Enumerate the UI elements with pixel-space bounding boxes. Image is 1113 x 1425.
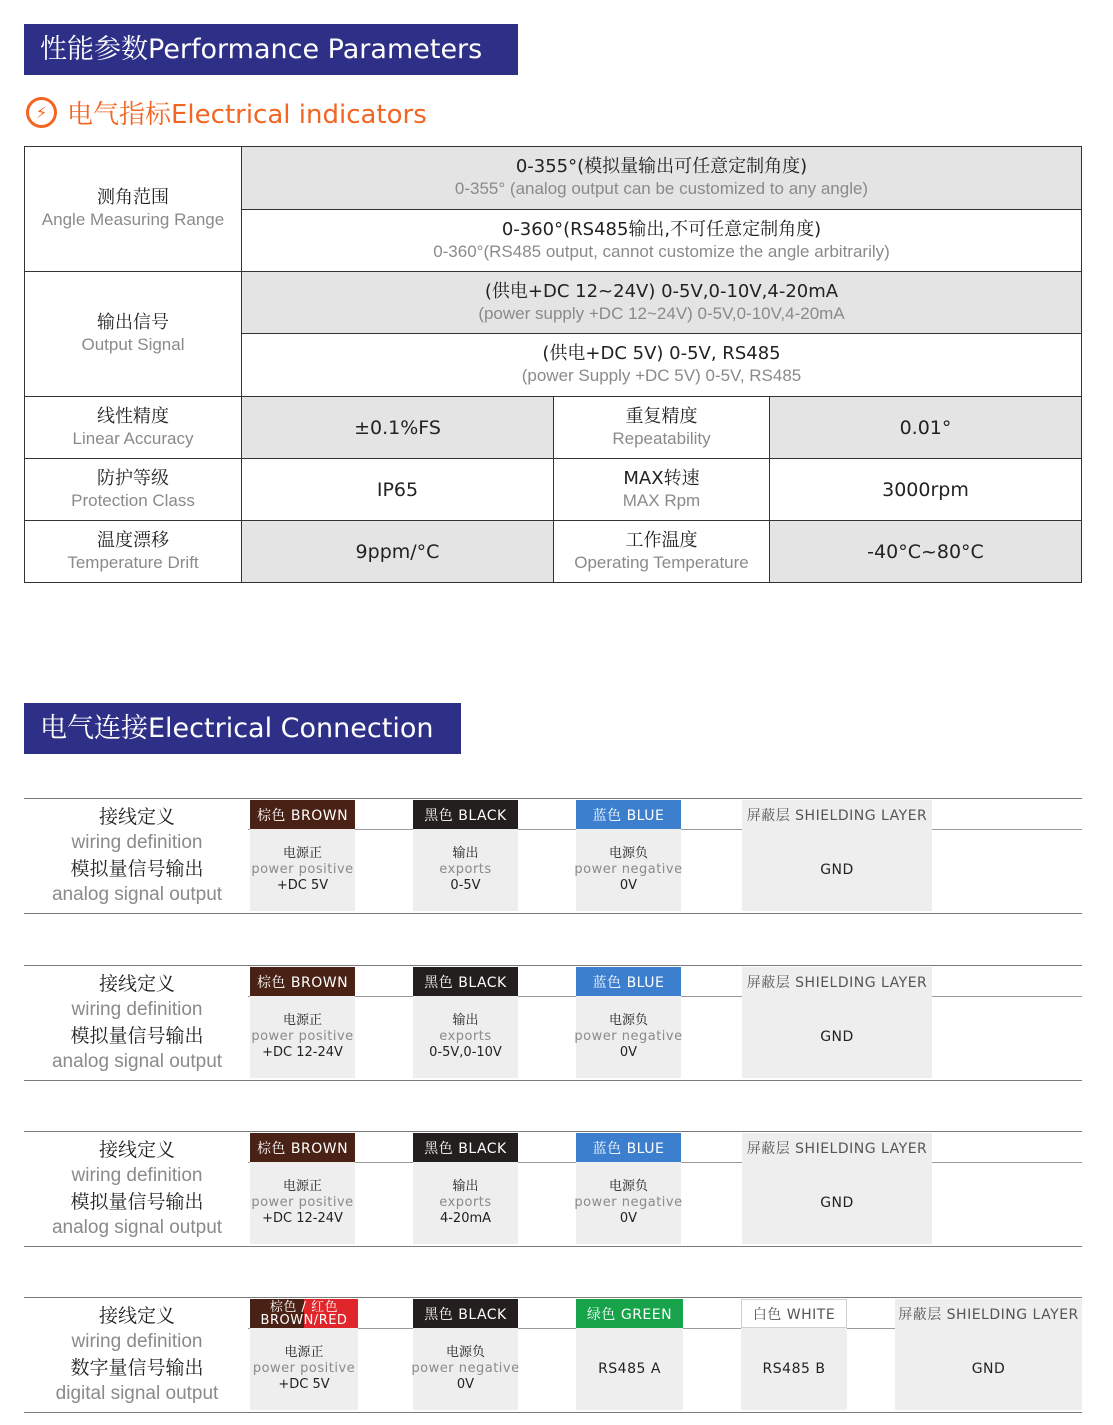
angle-range-label-en: Angle Measuring Range [41,210,225,229]
linear-accuracy-value [242,397,553,458]
blue-wire-function [576,996,681,1078]
shielding-function [742,1162,932,1244]
function-value: GND [820,1195,854,1211]
shielding-layer-chip: 屏蔽层 SHIELDING LAYER [742,1133,932,1162]
temperature-drift-label-en: Temperature Drift [67,552,199,572]
wiring-block [24,798,1082,914]
signal-type-zh: 模拟量信号输出 [70,1025,204,1047]
function-zh: 输出 [452,1179,479,1194]
angle-range-rs485 [242,210,1081,271]
linear-accuracy-label [25,397,241,458]
angle-range-analog-zh: 0-355°(模拟量输出可任意定制角度) [515,156,808,177]
linear-accuracy-label-zh: 线性精度 [97,405,169,427]
function-zh: 电源正 [282,1179,322,1194]
function-value: 0V [619,1045,638,1060]
angle-range-analog [242,147,1081,209]
max-rpm-label-en: MAX Rpm [622,490,701,510]
wiring-definition-zh: 接线定义 [98,1305,175,1327]
function-zh: 电源负 [445,1345,485,1360]
function-zh: 电源负 [608,846,648,861]
function-en: power positive [251,862,354,877]
function-value: RS485 B [762,1361,826,1377]
brown-red-wire-chip-en: BROWN/RED [260,1312,348,1328]
angle-range-rs485-en: 0-360°(RS485 output, cannot customize the angle arbitrarily) [433,241,890,261]
signal-type-en: analog signal output [51,1051,223,1072]
repeatability-value-text: 0.01° [899,416,952,439]
function-en: power negative [574,1029,683,1044]
wiring-block [24,965,1082,1081]
repeatability-label-zh: 重复精度 [625,405,698,427]
function-en: power positive [251,1195,354,1210]
signal-type-zh: 模拟量信号输出 [70,1191,204,1213]
wiring-definition-zh: 接线定义 [98,1139,175,1161]
output-signal-5v [242,334,1081,396]
black-wire-function [413,829,518,911]
function-zh: 电源正 [282,1013,322,1028]
white-wire-function [741,1328,847,1410]
angle-range-label-zh: 测角范围 [97,187,169,208]
output-signal-12-24v [242,272,1081,333]
brown-red-wire-chip-zh: 棕色 / 红色 [269,1299,339,1315]
function-zh: 输出 [452,846,479,861]
function-value: +DC 5V [278,1377,330,1392]
shielding-layer-chip: 屏蔽层 SHIELDING LAYER [895,1299,1082,1328]
protection-class-value [242,459,553,520]
table-divider [25,520,1081,521]
table-divider [25,271,1081,272]
table-divider [241,333,1081,334]
signal-type-en: digital signal output [55,1383,219,1404]
wiring-definition-en: wiring definition [71,832,203,853]
temperature-drift-value [242,521,553,582]
function-value: 0V [456,1377,475,1392]
shielding-layer-chip: 屏蔽层 SHIELDING LAYER [742,967,932,996]
output-signal-5v-zh: (供电+DC 5V) 0-5V, RS485 [542,343,781,364]
black-wire-function [413,1162,518,1244]
lightning-bolt-icon: ⚡ [26,97,57,128]
function-value: +DC 12-24V [262,1045,343,1060]
table-divider [25,458,1081,459]
max-rpm-label-zh: MAX转速 [623,467,700,489]
function-en: exports [439,862,492,877]
signal-type-en: analog signal output [51,1217,223,1238]
black-wire-chip: 黑色 BLACK [413,967,518,996]
temperature-drift-value-text: 9ppm/°C [355,540,440,563]
black-wire-function [413,996,518,1078]
function-value: GND [971,1361,1006,1377]
green-wire-chip: 绿色 GREEN [576,1299,683,1328]
brown-wire-chip: 棕色 BROWN [250,967,355,996]
brown-red-wire-function [250,1328,358,1410]
operating-temperature-label-zh: 工作温度 [625,529,698,551]
protection-class-value-text: IP65 [376,478,419,501]
brown-wire-function [250,829,355,911]
temperature-drift-label-zh: 温度漂移 [97,529,169,551]
protection-class-label-zh: 防护等级 [97,467,169,489]
blue-wire-chip: 蓝色 BLUE [576,967,681,996]
wiring-definition-zh: 接线定义 [98,973,175,995]
performance-parameters-banner: 性能参数Performance Parameters [24,24,518,75]
function-zh: 电源负 [608,1179,648,1194]
function-value: 0V [619,878,638,893]
black-wire-chip: 黑色 BLACK [413,1299,518,1328]
brown-red-wire-chip [250,1299,358,1328]
function-value: 0V [619,1211,638,1226]
function-en: power negative [574,1195,683,1210]
function-value: 0-5V [450,878,481,893]
wiring-definition-en: wiring definition [71,1331,203,1352]
wiring-block [24,1131,1082,1247]
repeatability-label [554,397,769,458]
function-en: power positive [251,1029,354,1044]
output-signal-5v-en: (power Supply +DC 5V) 0-5V, RS485 [521,366,802,385]
function-value: GND [820,862,854,878]
angle-range-analog-en: 0-355° (analog output can be customized to any angle) [454,179,869,198]
shielding-function [742,996,932,1078]
protection-class-label-en: Protection Class [71,490,195,510]
linear-accuracy-value-text: ±0.1%FS [354,416,441,439]
function-value: +DC 12-24V [262,1211,343,1226]
wiring-label [24,804,250,908]
performance-table [24,146,1082,583]
function-zh: 输出 [452,1013,479,1028]
function-value: RS485 A [598,1361,661,1377]
black-wire-chip: 黑色 BLACK [413,1133,518,1162]
black-wire-function [413,1328,518,1410]
function-en: exports [439,1029,492,1044]
brown-wire-function [250,1162,355,1244]
wiring-block-digital [24,1297,1082,1413]
protection-class-label [25,459,241,520]
function-value: 0-5V,0-10V [429,1045,502,1060]
white-wire-chip: 白色 WHITE [741,1299,847,1328]
green-wire-function [576,1328,683,1410]
signal-type-zh: 模拟量信号输出 [70,858,204,880]
wiring-definition-zh: 接线定义 [98,806,175,828]
function-en: power positive [252,1361,356,1376]
output-signal-label-zh: 输出信号 [97,312,169,333]
function-zh: 电源正 [282,846,322,861]
electrical-indicators-title: 电气指标Electrical indicators [67,99,427,130]
shielding-layer-chip: 屏蔽层 SHIELDING LAYER [742,800,932,829]
electrical-indicators-heading [26,94,427,130]
table-divider [769,396,770,582]
blue-wire-chip: 蓝色 BLUE [576,1133,681,1162]
electrical-connection-banner: 电气连接Electrical Connection [24,703,461,754]
output-signal-label-en: Output Signal [81,335,185,354]
function-en: power negative [574,862,683,877]
output-signal-12-24v-en: (power supply +DC 12~24V) 0-5V,0-10V,4-20mA [478,303,845,323]
signal-type-en: analog signal output [51,884,223,905]
signal-type-zh: 数字量信号输出 [70,1357,204,1379]
repeatability-label-en: Repeatability [612,428,711,448]
operating-temperature-value-text: -40°C~80°C [867,540,984,563]
linear-accuracy-label-en: Linear Accuracy [72,428,194,448]
wiring-definition-en: wiring definition [71,1165,203,1186]
function-en: power negative [411,1361,520,1376]
table-divider [241,147,242,582]
black-wire-chip: 黑色 BLACK [413,800,518,829]
function-zh: 电源负 [608,1013,648,1028]
table-divider [553,396,554,582]
wiring-definition-en: wiring definition [71,999,203,1020]
wiring-label [24,1303,250,1407]
brown-wire-chip: 棕色 BROWN [250,800,355,829]
shielding-function [742,829,932,911]
blue-wire-chip: 蓝色 BLUE [576,800,681,829]
function-zh: 电源正 [284,1345,324,1360]
operating-temperature-value [770,521,1081,582]
table-divider [241,209,1081,210]
brown-wire-chip: 棕色 BROWN [250,1133,355,1162]
blue-wire-function [576,829,681,911]
angle-range-rs485-zh: 0-360°(RS485输出,不可任意定制角度) [501,218,822,240]
output-signal-label [25,272,241,396]
function-value: 4-20mA [439,1211,492,1226]
brown-wire-function [250,996,355,1078]
output-signal-12-24v-zh: (供电+DC 12~24V) 0-5V,0-10V,4-20mA [484,280,839,302]
shielding-function [895,1328,1082,1410]
temperature-drift-label [25,521,241,582]
operating-temperature-label-en: Operating Temperature [574,552,749,572]
operating-temperature-label [554,521,769,582]
wiring-label [24,1137,250,1241]
max-rpm-value [770,459,1081,520]
wiring-label [24,971,250,1075]
repeatability-value [770,397,1081,458]
function-value: +DC 5V [276,878,329,893]
function-value: GND [820,1029,854,1045]
angle-range-label [25,147,241,271]
blue-wire-function [576,1162,681,1244]
table-divider [25,396,1081,397]
max-rpm-value-text: 3000rpm [882,478,969,501]
function-en: exports [439,1195,492,1210]
max-rpm-label [554,459,769,520]
